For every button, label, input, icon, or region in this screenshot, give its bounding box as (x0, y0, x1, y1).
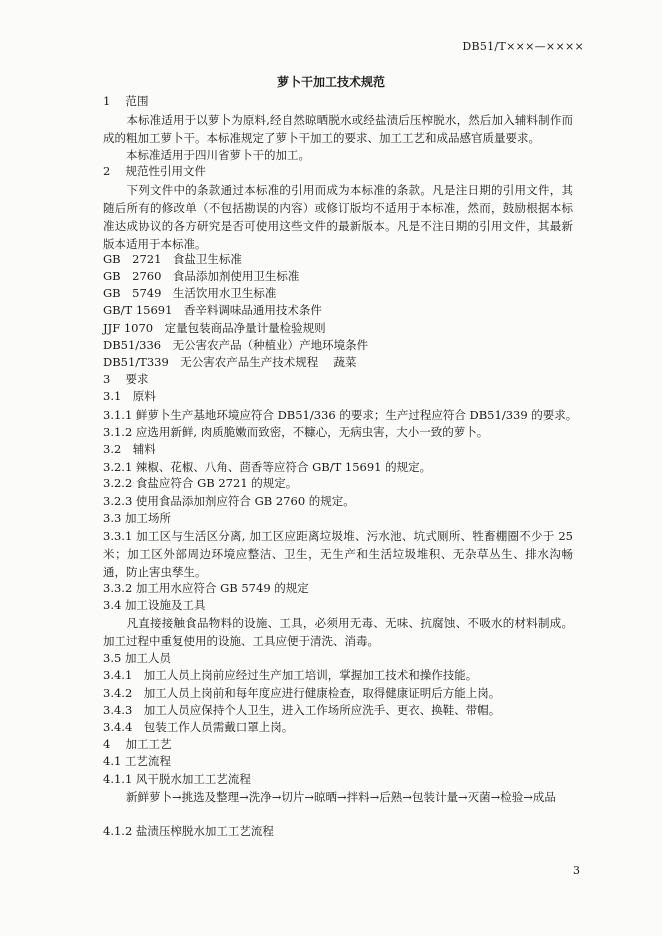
clause-4-1-1: 4.1.1 风干脱水加工工艺流程 (103, 772, 251, 786)
section-2-paragraph: 下列文件中的条款通过本标准的引用而成为本标准的条款。凡是注日期的引用文件，其随后所有的修改单（不包括勘误的内容）或修订版均不适用于本标准，然而，鼓励根据本标准达成协议的各方研究是否可使用这些文件的最新版本。凡是不注日期的引用文件，其最新版本适用于本标准。 (103, 183, 573, 251)
clause-4-1-2: 4.1.2 盐渍压榨脱水加工工艺流程 (103, 824, 274, 838)
reference-jjf1070: JJF 1070 定量包装商品净量计量检验规则 (103, 321, 326, 335)
process-flow-1: 新鲜萝卜→挑选及整理→洗净→切片→晾晒→拌料→后熟→包装计量→灭菌→检验→成品 (103, 790, 556, 804)
clause-3-4-2: 3.4.2 加工人员上岗前和每年度应进行健康检查，取得健康证明后方能上岗。 (103, 686, 501, 700)
section-2-heading: 2 规范性引用文件 (103, 164, 206, 178)
reference-gb2721: GB 2721 食盐卫生标准 (103, 252, 242, 266)
section-3-4-heading: 3.4 加工设施及工具 (103, 598, 206, 612)
section-3-5-heading: 3.5 加工人员 (103, 651, 171, 665)
section-3-4-paragraph: 凡直接接触食品物料的设施、工具，必须用无毒、无味、抗腐蚀、不吸水的材料制成。加工过程中重复使用的设施、工具应便于清洗、消毒。 (103, 616, 573, 648)
clause-3-1-1: 3.1.1 鲜萝卜生产基地环境应符合 DB51/336 的要求；生产过程应符合 DB51/339 的要求。 (103, 408, 578, 422)
clause-3-4-3: 3.4.3 加工人员应保持个人卫生，进入工作场所应洗手、更衣、换鞋、带帽。 (103, 703, 501, 717)
clause-3-4-1: 3.4.1 加工人员上岗前应经过生产加工培训，掌握加工技术和操作技能。 (103, 668, 478, 682)
header-code: DB51/T×××—×××× (462, 40, 584, 53)
document-title: 萝卜干加工技术规范 (276, 75, 385, 89)
clause-3-2-3: 3.2.3 使用食品添加剂应符合 GB 2760 的规定。 (103, 494, 355, 508)
clause-3-3-2: 3.3.2 加工用水应符合 GB 5749 的规定 (103, 581, 309, 595)
page-number: 3 (573, 864, 580, 877)
section-1-heading: 1 范围 (103, 94, 149, 108)
clause-3-2-1: 3.2.1 辣椒、花椒、八角、茴香等应符合 GB/T 15691 的规定。 (103, 460, 432, 474)
clause-3-1-2: 3.1.2 应选用新鲜, 肉质脆嫩而致密，不糠心，无病虫害，大小一致的萝卜。 (103, 425, 489, 439)
section-4-1-heading: 4.1 工艺流程 (103, 754, 171, 768)
reference-db51-336: DB51/336 无公害农产品（种植业）产地环境条件 (103, 338, 369, 352)
reference-db51t339: DB51/T339 无公害农产品生产技术规程 蔬菜 (103, 355, 357, 369)
section-3-1-heading: 3.1 原料 (103, 389, 156, 403)
clause-3-4-4: 3.4.4 包装工作人员需戴口罩上岗。 (103, 720, 294, 734)
section-1-paragraph-2: 本标准适用于四川省萝卜干的加工。 (103, 148, 310, 162)
clause-3-3-1: 3.3.1 加工区与生活区分离, 加工区应距离垃圾堆、污水池、坑式厕所、牲畜棚圈不少于 25 米；加工区外部周边环境应整洁、卫生，无生产和生活垃圾堆积、无杂草丛生、排水沟畅通，防止害虫孳生。 (103, 529, 573, 579)
section-3-heading: 3 要求 (103, 372, 149, 386)
section-1-paragraph-1: 本标准适用于以萝卜为原料,经自然晾晒脱水或经盐渍后压榨脱水，然后加入辅料制作而成的粗加工萝卜干。本标准规定了萝卜干加工的要求、加工工艺和成品感官质量要求。 (103, 113, 573, 145)
section-3-2-heading: 3.2 辅料 (103, 442, 156, 456)
reference-gb5749: GB 5749 生活饮用水卫生标准 (103, 286, 277, 300)
reference-gb2760: GB 2760 食品添加剂使用卫生标准 (103, 269, 300, 283)
section-3-3-heading: 3.3 加工场所 (103, 511, 171, 525)
section-4-heading: 4 加工工艺 (103, 737, 172, 751)
clause-3-2-2: 3.2.2 食盐应符合 GB 2721 的规定。 (103, 476, 298, 490)
reference-gbt15691: GB/T 15691 香辛料调味品通用技术条件 (103, 303, 322, 317)
